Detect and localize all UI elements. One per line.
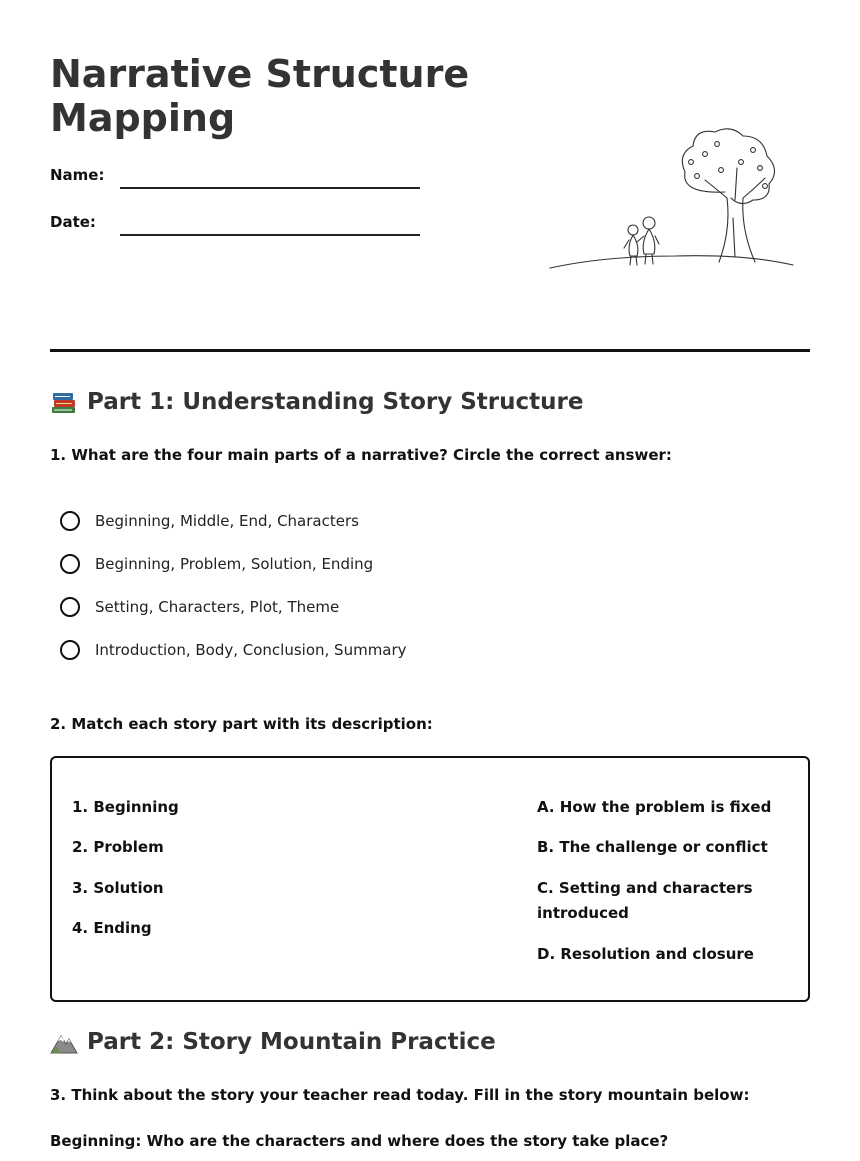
name-label: Name: [50, 166, 105, 184]
books-icon [50, 388, 78, 416]
date-field[interactable] [120, 234, 420, 236]
part2-heading-text: Part 2: Story Mountain Practice [87, 1029, 496, 1055]
match-left-item: 3. Solution [72, 879, 164, 897]
part1-heading-text: Part 1: Understanding Story Structure [87, 389, 584, 415]
header-divider [50, 349, 810, 352]
matching-box [50, 756, 810, 1002]
match-left-item: 1. Beginning [72, 798, 179, 816]
question-3: 3. Think about the story your teacher read today. Fill in the story mountain below: [50, 1086, 750, 1104]
question-2: 2. Match each story part with its description: [50, 715, 433, 733]
match-left-item: 4. Ending [72, 919, 152, 937]
match-right-item: A. How the problem is fixed [537, 798, 772, 816]
option-1[interactable] [60, 511, 359, 531]
option-label: Introduction, Body, Conclusion, Summary [95, 641, 407, 659]
option-4[interactable] [60, 640, 407, 660]
radio-circle[interactable] [60, 597, 80, 617]
page-title: Narrative Structure Mapping [50, 52, 470, 140]
radio-circle[interactable] [60, 511, 80, 531]
match-right-item: D. Resolution and closure [537, 945, 754, 963]
date-label: Date: [50, 213, 96, 231]
option-2[interactable] [60, 554, 373, 574]
option-label: Beginning, Problem, Solution, Ending [95, 555, 374, 573]
match-right-item: B. The challenge or conflict [537, 838, 768, 856]
question-1: 1. What are the four main parts of a narrative? Circle the correct answer: [50, 446, 672, 464]
option-3[interactable] [60, 597, 339, 617]
beginning-prompt: Beginning: Who are the characters and where does the story take place? [50, 1132, 669, 1150]
part2-heading [50, 1028, 496, 1056]
tree-and-children-illustration [545, 122, 800, 277]
match-right-item: C. Setting and characters introduced [537, 879, 753, 922]
mountain-icon [50, 1028, 78, 1056]
part1-heading [50, 388, 583, 416]
radio-circle[interactable] [60, 554, 80, 574]
option-label: Setting, Characters, Plot, Theme [95, 598, 340, 616]
radio-circle[interactable] [60, 640, 80, 660]
option-label: Beginning, Middle, End, Characters [95, 512, 359, 530]
match-left-item: 2. Problem [72, 838, 164, 856]
name-field[interactable] [120, 187, 420, 189]
